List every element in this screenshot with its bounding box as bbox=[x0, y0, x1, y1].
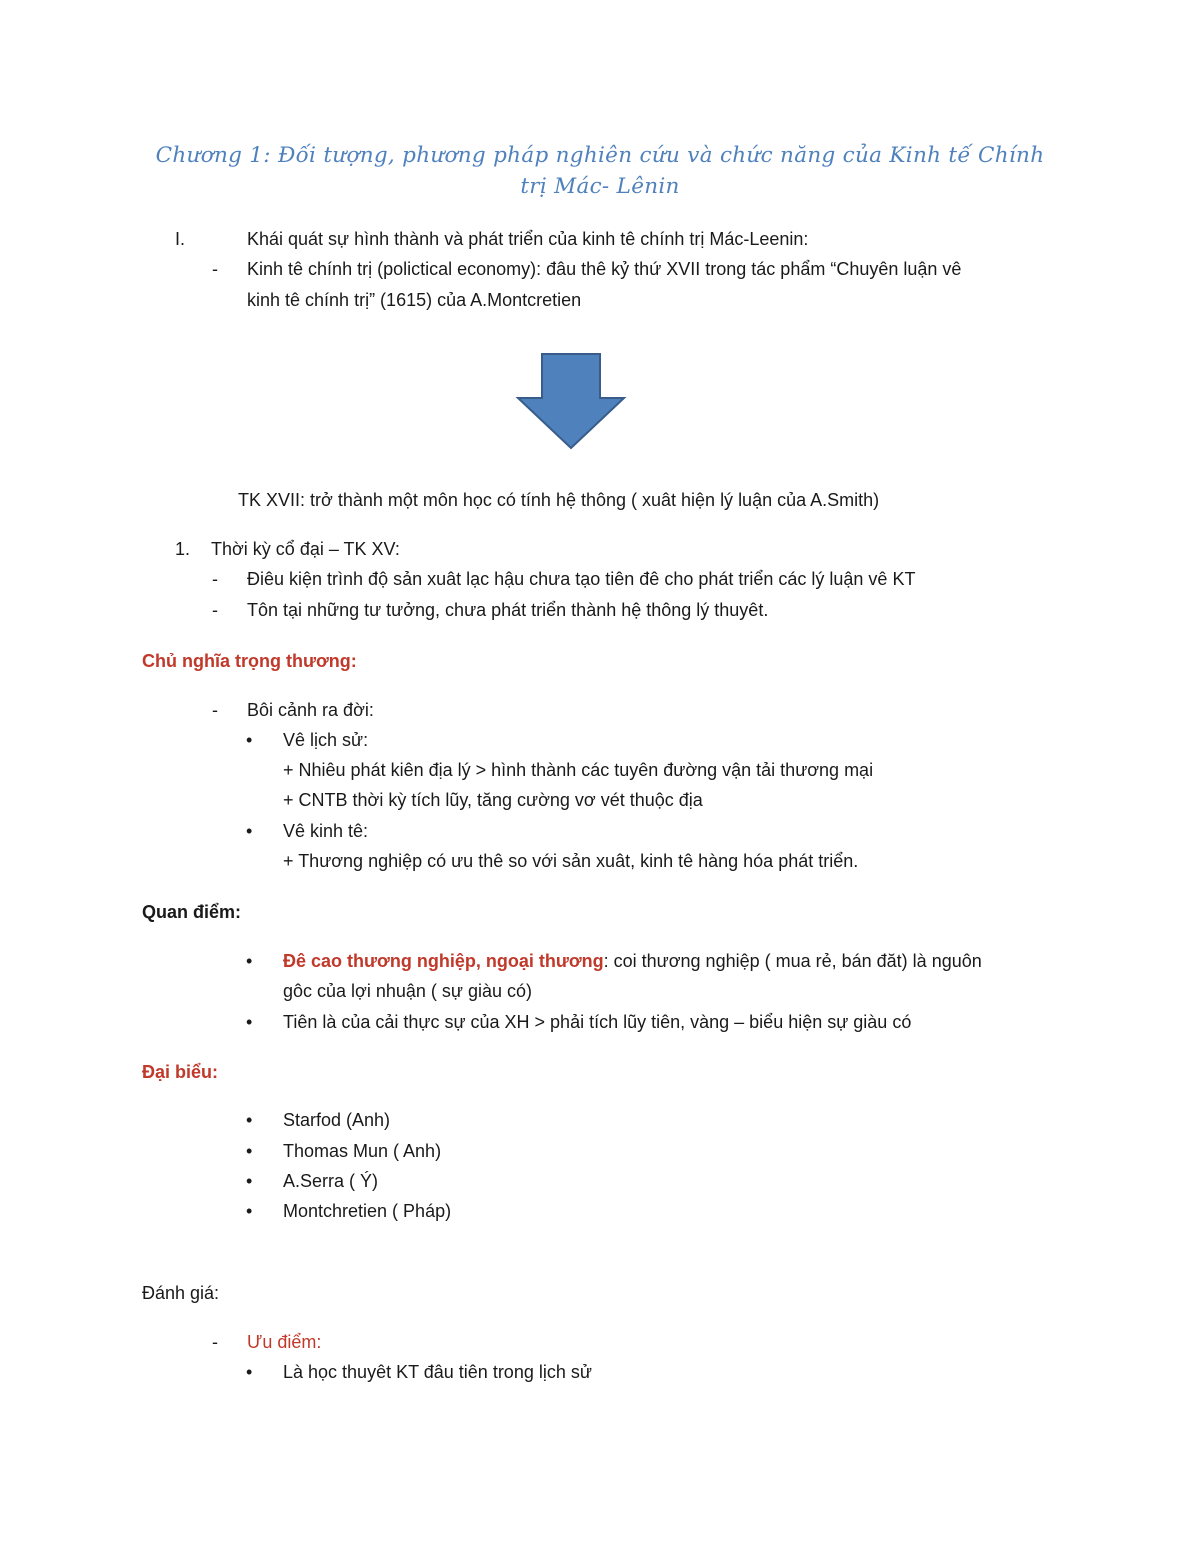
section-1-item-line-2: kinh tê chính trị” (1615) của A.Montcretien bbox=[247, 290, 582, 310]
representatives-heading: Đại biểu: bbox=[142, 1062, 219, 1082]
bullet-icon: • bbox=[246, 1362, 253, 1382]
bullet-icon: • bbox=[246, 730, 253, 750]
numbered-1-item-1: Điêu kiện trình độ sản xuât lạc hậu chưa tạo tiên đê cho phát triển các lý luận vê KT bbox=[247, 569, 916, 589]
page-title bbox=[100, 140, 1100, 202]
context-label: Bôi cảnh ra đời: bbox=[247, 700, 374, 720]
dash-bullet: - bbox=[212, 600, 218, 620]
viewpoint-item-2: Tiên là của cải thực sự của XH > phải tích lũy tiên, vàng – biểu hiện sự giàu có bbox=[283, 1012, 912, 1032]
down-arrow-icon bbox=[512, 352, 630, 450]
viewpoint-item-1-rest: : coi thương nghiệp ( mua rẻ, bán đăt) là nguôn bbox=[603, 951, 982, 971]
numbered-1-heading: Thời kỳ cổ đại – TK XV: bbox=[211, 539, 400, 559]
representative-4: Montchretien ( Pháp) bbox=[283, 1201, 452, 1221]
numbered-1-item-2: Tôn tại những tư tưởng, chưa phát triển thành hệ thông lý thuyêt. bbox=[247, 600, 769, 620]
viewpoint-item-1 bbox=[283, 951, 982, 972]
evaluation-heading: Đánh giá: bbox=[142, 1283, 220, 1303]
section-1-marker: I. bbox=[175, 229, 186, 249]
page-title-line-2: trị Mác- Lênin bbox=[520, 174, 680, 199]
economy-label: Vê kinh tê: bbox=[283, 821, 369, 841]
history-label: Vê lịch sử: bbox=[283, 730, 369, 750]
bullet-icon: • bbox=[246, 1201, 253, 1221]
numbered-1-marker: 1. bbox=[175, 539, 191, 559]
mercantilism-heading: Chủ nghĩa trọng thương: bbox=[142, 651, 357, 671]
viewpoint-item-1-line-2: gôc của lợi nhuận ( sự giàu có) bbox=[283, 981, 532, 1001]
pros-label: Ưu điểm: bbox=[247, 1332, 322, 1352]
bullet-icon: • bbox=[246, 821, 253, 841]
representative-1: Starfod (Anh) bbox=[283, 1110, 391, 1130]
bullet-icon: • bbox=[246, 1012, 253, 1032]
dash-bullet: - bbox=[212, 259, 218, 279]
economy-item-1: + Thương nghiệp có ưu thê so với sản xuât, kinh tê hàng hóa phát triển. bbox=[283, 851, 859, 871]
history-item-1: + Nhiêu phát kiên địa lý > hình thành các tuyên đường vận tải thương mại bbox=[283, 760, 874, 780]
section-1-item-line-1: Kinh tê chính trị (polictical economy): đâu thê kỷ thứ XVII trong tác phẩm “Chuyên luận vê bbox=[247, 259, 962, 279]
bullet-icon: • bbox=[246, 951, 253, 971]
bullet-icon: • bbox=[246, 1110, 253, 1130]
bullet-icon: • bbox=[246, 1171, 253, 1191]
bullet-icon: • bbox=[246, 1141, 253, 1161]
viewpoint-item-1-highlight: Đê cao thương nghiệp, ngoại thương bbox=[283, 951, 604, 971]
representative-3: A.Serra ( Ý) bbox=[283, 1171, 379, 1191]
dash-bullet: - bbox=[212, 569, 218, 589]
viewpoint-heading: Quan điểm: bbox=[142, 902, 242, 922]
representative-2: Thomas Mun ( Anh) bbox=[283, 1141, 442, 1161]
pros-item-1: Là học thuyêt KT đâu tiên trong lịch sử bbox=[283, 1362, 592, 1382]
down-arrow-shape bbox=[518, 354, 624, 448]
history-item-2: + CNTB thời kỳ tích lũy, tăng cường vơ vét thuộc địa bbox=[283, 790, 703, 810]
arrow-caption: TK XVII: trở thành một môn học có tính hệ thông ( xuât hiện lý luận của A.Smith) bbox=[238, 490, 880, 510]
page-title-line-1: Chương 1: Đối tượng, phương pháp nghiên cứu và chức năng của Kinh tế Chính bbox=[155, 143, 1045, 168]
dash-bullet: - bbox=[212, 700, 218, 720]
section-1-heading: Khái quát sự hình thành và phát triển của kinh tê chính trị Mác-Leenin: bbox=[247, 229, 809, 249]
dash-bullet: - bbox=[212, 1332, 218, 1352]
